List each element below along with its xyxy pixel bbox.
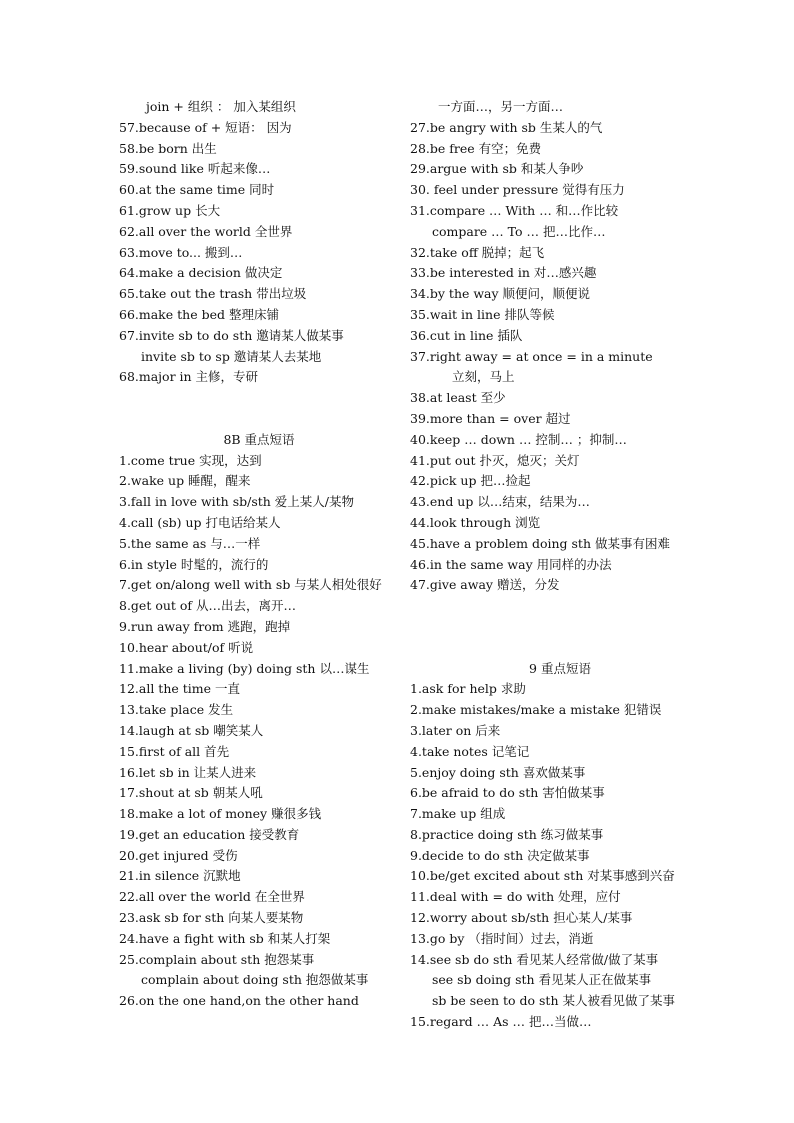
- right-phrase-line: 5.enjoy doing sth 喜欢做某事: [410, 764, 586, 780]
- left-phrase-line: 16.let sb in 让某人进来: [119, 764, 257, 780]
- left-phrase-line: 24.have a fight with sb 和某人打架: [119, 930, 331, 946]
- left-phrase-line: 22.all over the world 在全世界: [119, 889, 305, 905]
- left-phrase-line: 65.take out the trash 带出垃圾: [119, 286, 307, 302]
- left-phrase-line: 25.complain about sth 抱怨某事: [119, 951, 315, 967]
- right-phrase-line: 34.by the way 顺便问，顺便说: [410, 286, 591, 302]
- right-phrase-line: 2.make mistakes/make a mistake 犯错误: [410, 702, 662, 718]
- left-phrase-line: 18.make a lot of money 赚很多钱: [119, 806, 322, 822]
- left-phrase-line: 12.all the time 一直: [119, 681, 240, 697]
- left-phrase-line: 67.invite sb to do sth 邀请某人做某事: [119, 327, 344, 343]
- spacer: [410, 617, 710, 638]
- left-phrase-line: 8.get out of 从…出去，离开…: [119, 598, 297, 614]
- section-heading: 9 重点短语: [529, 660, 591, 676]
- right-phrase-line: 12.worry about sb/sth 担心某人/某事: [410, 910, 633, 926]
- right-phrase-line: 11.deal with = do with 处理，应付: [410, 889, 621, 905]
- left-phrase-line: 14.laugh at sb 嘲笑某人: [119, 722, 264, 738]
- right-phrase-line: 46.in the same way 用同样的办法: [410, 556, 612, 572]
- right-phrase-line: 35.wait in line 排队等候: [410, 306, 555, 322]
- left-phrase-line: 2.wake up 睡醒，醒来: [119, 473, 251, 489]
- left-phrase-line: 66.make the bed 整理床铺: [119, 306, 279, 322]
- right-phrase-line: 28.be free 有空；免费: [410, 140, 542, 156]
- right-phrase-line: 40.keep … down … 控制… ；抑制…: [410, 431, 627, 447]
- left-phrase-line: 13.take place 发生: [119, 702, 234, 718]
- spacer: [119, 388, 399, 409]
- right-phrase-line: 14.see sb do sth 看见某人经常做/做了某事: [410, 951, 659, 967]
- left-phrase-line: 9.run away from 逃跑，跑掉: [119, 618, 291, 634]
- right-phrase-line: see sb doing sth 看见某人正在做某事: [432, 972, 652, 988]
- left-phrase-line: 58.be born 出生: [119, 140, 217, 156]
- left-phrase-line: 60.at the same time 同时: [119, 182, 275, 198]
- left-phrase-line: 3.fall in love with sb/sth 爱上某人/某物: [119, 494, 354, 510]
- left-phrase-line: 59.sound like 听起来像…: [119, 161, 271, 177]
- right-phrase-line: 13.go by （指时间）过去，消逝: [410, 930, 594, 946]
- left-phrase-line: 7.get on/along well with sb 与某人相处很好: [119, 577, 382, 593]
- spacer: [410, 596, 710, 617]
- left-phrase-line: 4.call (sb) up 打电话给某人: [119, 514, 281, 530]
- left-column: [119, 97, 399, 1012]
- right-phrase-line: 39.more than = over 超过: [410, 410, 571, 426]
- left-phrase-line: 68.major in 主修，专研: [119, 369, 259, 385]
- left-phrase-line: 17.shout at sb 朝某人吼: [119, 785, 263, 801]
- right-phrase-line: 1.ask for help 求助: [410, 681, 526, 697]
- spacer: [410, 638, 710, 659]
- right-phrase-line: 43.end up 以…结束，结果为…: [410, 494, 590, 510]
- right-phrase-line: 29.argue with sb 和某人争吵: [410, 161, 584, 177]
- left-phrase-line: 20.get injured 受伤: [119, 847, 238, 863]
- left-phrase-line: complain about doing sth 抱怨做某事: [141, 972, 369, 988]
- right-phrase-line: sb be seen to do sth 某人被看见做了某事: [432, 993, 675, 1009]
- right-phrase-line: 27.be angry with sb 生某人的气: [410, 119, 603, 135]
- right-phrase-line: 立刻，马上: [452, 369, 515, 385]
- continued-line: 一方面…，另一方面…: [438, 99, 564, 114]
- right-column: [410, 97, 710, 1033]
- right-phrase-line: 36.cut in line 插队: [410, 327, 523, 343]
- right-phrase-line: 44.look through 浏览: [410, 514, 541, 530]
- right-phrase-line: 6.be afraid to do sth 害怕做某事: [410, 785, 605, 801]
- left-phrase-line: 23.ask sb for sth 向某人要某物: [119, 910, 304, 926]
- right-phrase-line: 41.put out 扑灭，熄灭；关灯: [410, 452, 580, 468]
- left-phrase-line: 21.in silence 沉默地: [119, 868, 241, 884]
- right-phrase-line: 31.compare … With … 和…作比较: [410, 202, 619, 218]
- right-phrase-line: 15.regard … As … 把…当做…: [410, 1014, 592, 1030]
- right-phrase-line: 7.make up 组成: [410, 806, 506, 822]
- right-phrase-line: 32.take off 脱掉；起飞: [410, 244, 545, 260]
- right-phrase-line: 38.at least 至少: [410, 390, 506, 406]
- spacer: [119, 409, 399, 430]
- right-phrase-line: 42.pick up 把…捡起: [410, 473, 531, 489]
- right-phrase-line: 30. feel under pressure 觉得有压力: [410, 182, 625, 198]
- left-phrase-line: 64.make a decision 做决定: [119, 265, 283, 281]
- right-phrase-line: 8.practice doing sth 练习做某事: [410, 826, 604, 842]
- right-phrase-line: 10.be/get excited about sth 对某事感到兴奋: [410, 868, 675, 884]
- left-phrase-line: 26.on the one hand,on the other hand: [119, 993, 359, 1009]
- left-phrase-line: 57.because of + 短语： 因为: [119, 119, 292, 135]
- right-phrase-line: 33.be interested in 对…感兴趣: [410, 265, 597, 281]
- left-phrase-line: 5.the same as 与…一样: [119, 535, 261, 551]
- left-phrase-line: 63.move to... 搬到…: [119, 244, 243, 260]
- left-phrase-line: 62.all over the world 全世界: [119, 223, 293, 239]
- section-heading: 8B 重点短语: [223, 431, 295, 447]
- left-phrase-line: 11.make a living (by) doing sth 以…谋生: [119, 660, 370, 676]
- right-phrase-line: 9.decide to do sth 决定做某事: [410, 847, 590, 863]
- left-phrase-line: 10.hear about/of 听说: [119, 639, 254, 655]
- right-phrase-line: 4.take notes 记笔记: [410, 743, 530, 759]
- left-phrase-line: 15.first of all 首先: [119, 743, 230, 759]
- left-phrase-line: 6.in style 时髦的，流行的: [119, 556, 269, 572]
- left-phrase-line: 19.get an education 接受教育: [119, 826, 300, 842]
- left-phrase-line: invite sb to sp 邀请某人去某地: [141, 348, 322, 364]
- right-phrase-line: 47.give away 赠送，分发: [410, 577, 560, 593]
- right-phrase-line: 3.later on 后来: [410, 722, 501, 738]
- right-phrase-line: compare … To … 把…比作…: [432, 223, 606, 239]
- continued-line: join + 组织 ： 加入某组织: [146, 99, 296, 114]
- left-phrase-line: 61.grow up 长大: [119, 202, 221, 218]
- right-phrase-line: 45.have a problem doing sth 做某事有困难: [410, 535, 670, 551]
- left-phrase-line: 1.come true 实现，达到: [119, 452, 262, 468]
- right-phrase-line: 37.right away = at once = in a minute: [410, 348, 653, 364]
